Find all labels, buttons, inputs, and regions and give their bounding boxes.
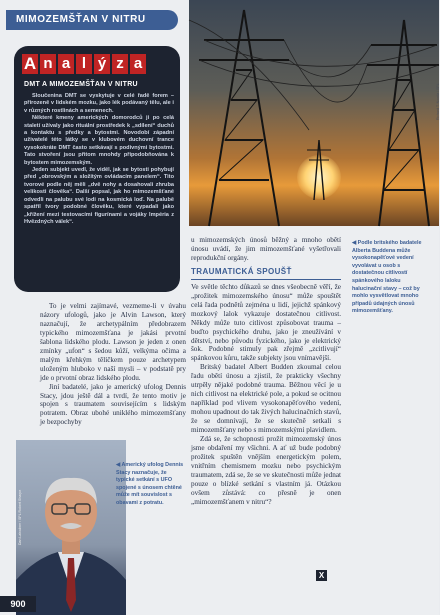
left-column: [40, 302, 186, 427]
sidebar-paragraph: Jeden subjekt uvedl, že viděl, jak se bytosti pohybují před „obrovským a složitým ovládacím panelem“. Tito tvorové podle něj měli „dvě nohy a dosahovali zhruba velikosti člověka“. Další popsal, jak ho mimozemšťané odvedli na palubu své lodi na kosmická loď. Na palubě spatřil tvory podobné člověku, které vypadali jako „křížení mezi testovacími figurínami a vojáky Impéria z Hvězdných válek“.: [24, 167, 174, 225]
photo-caption-right: [352, 240, 428, 316]
portrait-figure: [16, 440, 126, 615]
caption-arrow-icon: ◀: [116, 462, 122, 468]
analysis-letter: a: [130, 54, 146, 74]
analysis-badge: [22, 54, 148, 76]
analysis-letter: A: [23, 54, 37, 73]
caption-text: Podle britského badatele Alberta Buddena může vysokonapěťové vedení vyvolávat u osob s dostatečnou citlivostí spánkového laloku halucinační stavy – což by mohlo vysvětlovat mnoho případů údajných únosů mimozemšťany.: [352, 240, 422, 315]
section-header: [6, 10, 178, 30]
sidebar-body: [24, 93, 174, 226]
caption-text: Americký ufolog Dennis Stacy naznačuje, že typické setkání s UFO spojené s únosem chtěné může mít souvislost s obavami z potratu.: [116, 462, 184, 506]
analysis-letter: l: [76, 54, 92, 74]
section-heading: TRAUMATICKÁ SPOUŠŤ: [191, 268, 341, 280]
sidebar-title: DMT A MIMOZEMŠŤAN V NITRU: [24, 81, 138, 88]
analysis-letter: a: [58, 54, 74, 74]
portrait-photo: [16, 440, 126, 615]
analysis-letter: ý: [94, 54, 110, 74]
analysis-letter: n: [40, 54, 56, 74]
portrait-credit: Dan Lahodner / SPL Robert Sharpe: [18, 489, 22, 545]
photo-credit: Richard T. Nowitz / SPL: [436, 83, 440, 120]
article-end-mark: X: [316, 570, 327, 581]
sidebar-paragraph: Některé kmeny amerických domorodců ji po celá staletí užívaly jako rituální prostředek k „sdílení“ duchů a kontaktu s předky a bytostmi. Novodobí západní uživatelé této látky se v klubovém duchovní trance vysokokráte DMT často setkávají s podivnými bytostmi. Tato stvoření jsou přitom mnohdy připodobňována k bytostem mimozemským.: [24, 115, 174, 166]
left-paragraph: Jiní badatelé, jako je americký ufolog Dennis Stacy, jdou ještě dál a tvrdí, že tento motiv je spojen s traumatem souvisejícím s lidským potratem. Obraz ubohé uniklého mimozemšťany je bezpochyby: [40, 382, 186, 427]
pylon-silhouettes: [189, 0, 439, 226]
sidebar-paragraph: Sloučenina DMT se vyskytuje v celé řadě forem – přirozeně v lidském mozku, jako lék podávaný tělu, ale i v různých rostlinách a semenech.: [24, 93, 174, 114]
analysis-letter: z: [112, 54, 128, 74]
power-lines-photo: [189, 0, 439, 226]
section-header-label: MIMOZEMŠŤAN V NITRU: [16, 14, 146, 25]
middle-paragraph: Ve světle těchto důkazů se dnes všeobecně věří, že „prožitek mimozemského únosu“ může spouštět celá řada podnětů zejména u lidí, jejichž spánkový mozkový lalok vykazuje dostatečnou citlivost. Někdy může tuto citlivost způsobovat trauma – buďto psychického druhu, jako je zneužívání v dětství, nebo původu fyzického, jako je elektrický šok. Podobné stimuly pak zřejmě „zcitlivují“ spánkovou kůru, takže subjekty jsou vnímavější.: [191, 282, 341, 363]
middle-paragraph: Britský badatel Albert Budden zkoumal celou řadu obětí únosu a zjistil, že prakticky všechny utrpěly nějaké podobné trauma. Běžnou věcí je u nich citlivost na elektrické pole, a pokud se ocitnou například pod vlivem vysokonapěťového vedení, mohou upadnout do tak živých halucinačních stavů, že se domnívají, že se skutečně setkali s mimozemšťany nebo s mimozemskými plavidlem.: [191, 363, 341, 435]
middle-column: [191, 236, 341, 507]
middle-paragraph: Zdá se, že schopnosti prožít mimozemský únos jsme obdaření my všichni. A ať už bude podobný prožitek spuštěn vnějším energetickým polem, vnitřním chemismem mozku nebo psychickým traumatem, zdá se, že se ve skutečnosti může jednat pouze o blízké setkání s vlastním já. Otázkou ovšem zůstává: co přesně je onen „mimozemšťanem v nitru“?: [191, 435, 341, 506]
page-number: 900: [0, 596, 36, 612]
middle-intro: u mimozemských únosů běžný a mnoho obětí únosu uvádí, že jim mimozemšťané vyšetřovali reprodukční orgány.: [191, 236, 341, 262]
caption-arrow-icon: ◀: [352, 240, 358, 246]
left-paragraph: To je velmi zajímavé, vezmeme-li v úvahu názory ufologů, jako je Alvin Lawson, který naznačují, že archetypálním předobrazem typického mimozemšťana je jakási prvotní šablona lidského plodu. Lawson je jeden z onen zmínky „ufon“ s šedou kůží, velkýma očima a malým křehkým tělíčkem pouze archetypem uloženým hluboko v naší mysli – v podstatě pry jde o prvotní obraz lidského plodu.: [40, 302, 186, 382]
analysis-sidebar: [14, 46, 180, 292]
photo-caption-left: [116, 462, 186, 508]
